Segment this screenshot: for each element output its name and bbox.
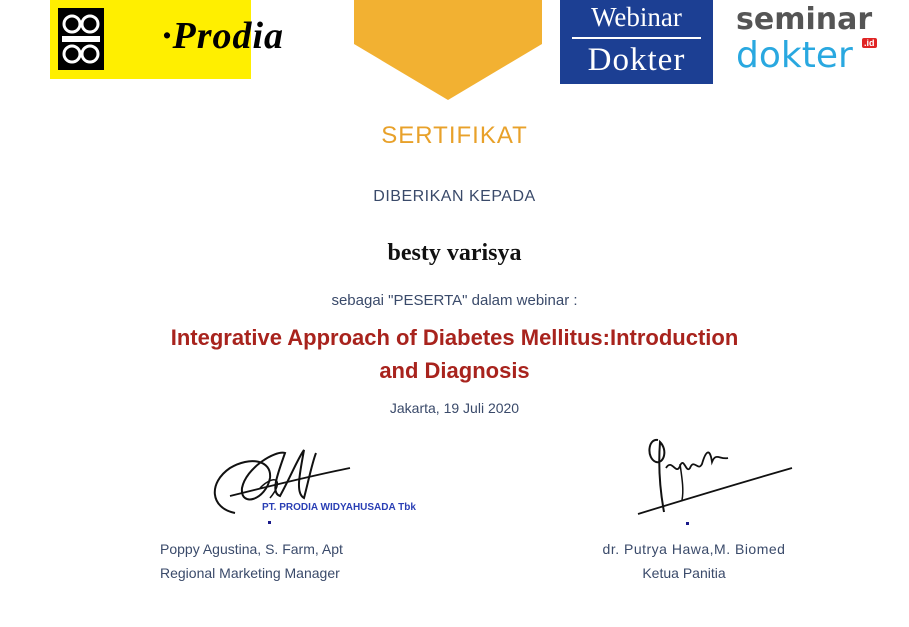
prodia-wordmark: ·Prodia	[162, 15, 285, 57]
dokter-wordmark: Dokter	[587, 42, 686, 78]
prodia-logo	[50, 0, 285, 79]
gold-ribbon-icon	[354, 0, 542, 100]
webinar-wordmark: Webinar	[591, 2, 682, 32]
webinar-topic-line2: and Diagnosis	[379, 358, 530, 383]
webinar-topic	[100, 321, 809, 387]
left-signatory-name: Poppy Agustina, S. Farm, Apt	[160, 541, 343, 557]
recipient-name: besty varisya	[387, 240, 522, 266]
role-line: sebagai "PESERTA" dalam webinar :	[331, 292, 578, 309]
seminar-dokter-logo	[730, 0, 880, 85]
right-signature-icon	[620, 428, 800, 518]
signature-dot	[268, 521, 271, 524]
place-date: Jakarta, 19 Juli 2020	[389, 400, 520, 416]
signature-dot	[686, 522, 689, 525]
left-signatory-title: Regional Marketing Manager	[160, 565, 340, 581]
company-name: PT. PRODIA WIDYAHUSADA Tbk	[262, 502, 416, 513]
given-to-label: DIBERIKAN KEPADA	[373, 188, 536, 205]
prodia-emblem-icon	[58, 8, 104, 70]
right-signatory-name: dr. Putrya Hawa,M. Biomed	[602, 541, 786, 557]
webinar-topic-line1: Integrative Approach of Diabetes Mellitus:Introduction	[170, 325, 739, 350]
webinar-dokter-logo	[560, 0, 713, 84]
seminar-wordmark: seminar	[736, 2, 873, 37]
logo-divider	[572, 37, 701, 39]
certificate-title: SERTIFIKAT	[381, 122, 528, 149]
id-badge: .id	[864, 38, 875, 48]
right-signatory-title: Ketua Panitia	[642, 565, 726, 581]
seminar-dokter-wordmark: dokter	[736, 35, 853, 76]
